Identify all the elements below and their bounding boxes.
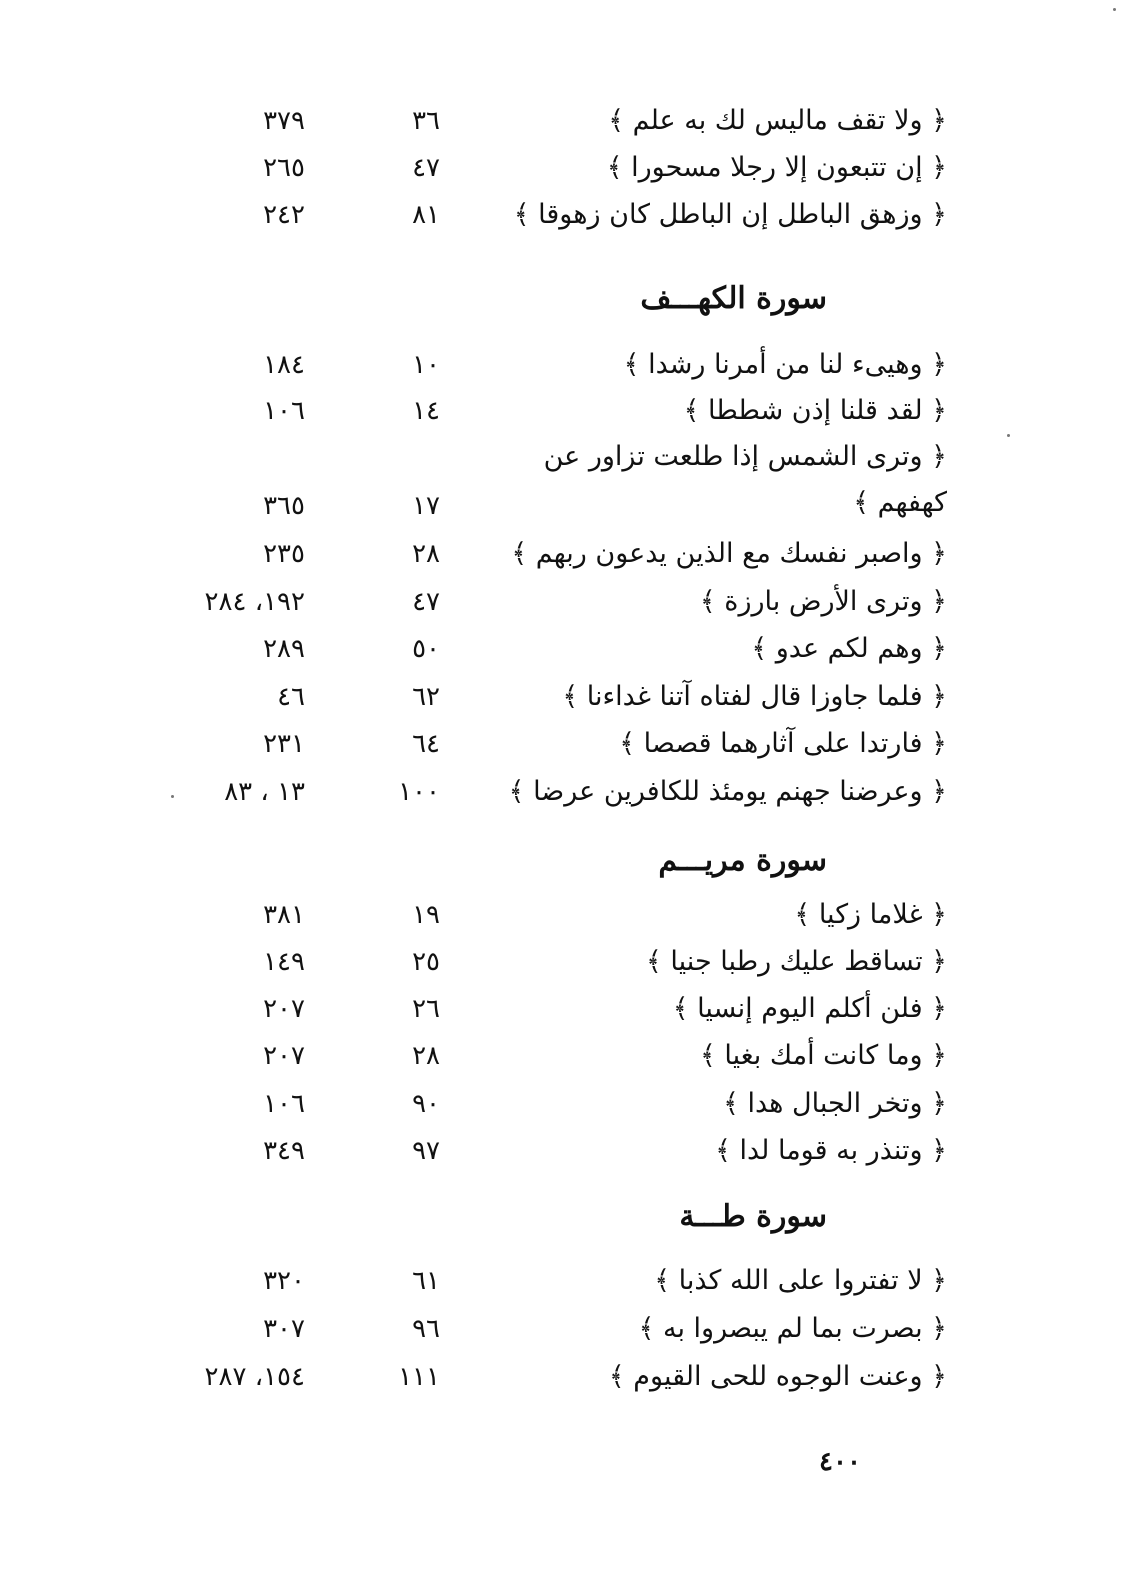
page-references: ٣٦٥ xyxy=(263,491,305,521)
verse-text: ﴿ وتنذر به قوما لدا ﴾ xyxy=(715,1135,947,1166)
index-row xyxy=(0,387,1139,435)
page-references: ٣٠٧ xyxy=(263,1314,305,1344)
ayah-number: ٤٧ xyxy=(412,153,440,183)
verse-text: ﴿ وهيىء لنا من أمرنا رشدا ﴾ xyxy=(623,349,947,380)
ayah-number: ٢٨ xyxy=(412,1041,440,1071)
index-row xyxy=(0,1353,1139,1401)
ayah-number: ١٤ xyxy=(412,396,440,426)
index-row xyxy=(0,1127,1139,1175)
verse-text: ﴿ وعرضنا جهنم يومئذ للكافرين عرضا ﴾ xyxy=(508,776,947,807)
index-row xyxy=(0,1032,1139,1080)
page-references: ٢٣٥ xyxy=(263,539,305,569)
index-row xyxy=(0,768,1139,816)
index-row xyxy=(0,625,1139,673)
page-references: ٢٠٧ xyxy=(263,994,305,1024)
page-references: ١٩٢، ٢٨٤ xyxy=(204,587,305,617)
verse-text: ﴿ فارتدا على آثارهما قصصا ﴾ xyxy=(619,728,947,759)
ayah-number: ٦١ xyxy=(412,1266,440,1296)
index-row xyxy=(0,434,1139,530)
page-references: ٣٨١ xyxy=(263,900,305,930)
scan-speck xyxy=(1007,434,1010,437)
page-number: ٤٠٠ xyxy=(819,1447,861,1477)
index-row xyxy=(0,1257,1139,1305)
scan-speck xyxy=(1113,8,1116,11)
page-references: ١٠٦ xyxy=(263,1089,305,1119)
verse-text: ﴿ وزهق الباطل إن الباطل كان زهوقا ﴾ xyxy=(513,199,947,230)
ayah-number: ٢٨ xyxy=(412,539,440,569)
surah-title: سورة مريـــم xyxy=(658,843,827,878)
verse-text: ﴿ لا تفتروا على الله كذبا ﴾ xyxy=(654,1265,947,1296)
ayah-number: ٥٠ xyxy=(412,634,440,664)
verse-text: ﴿ وعنت الوجوه للحى القيوم ﴾ xyxy=(608,1361,947,1392)
verse-text: ﴿ وتخر الجبال هدا ﴾ xyxy=(723,1088,947,1119)
page-references: ١٨٤ xyxy=(263,350,305,380)
verse-text: ﴿ غلاما زكيا ﴾ xyxy=(794,899,947,930)
ayah-number: ٣٦ xyxy=(412,106,440,136)
verse-text: ﴿ وترى الشمس إذا طلعت تزاور عن كهفهم ﴾ xyxy=(543,441,947,518)
index-row xyxy=(0,191,1139,239)
index-row xyxy=(0,144,1139,192)
page-references: ٢٤٢ xyxy=(263,200,305,230)
page-references: ٤٦ xyxy=(277,682,305,712)
index-row xyxy=(0,891,1139,939)
ayah-number: ٩٠ xyxy=(412,1089,440,1119)
page-references: ٣٢٠ xyxy=(263,1266,305,1296)
index-row xyxy=(0,530,1139,578)
ayah-number: ١٧ xyxy=(412,491,440,521)
verse-text: ﴿ وما كانت أمك بغيا ﴾ xyxy=(699,1040,947,1071)
index-row xyxy=(0,1080,1139,1128)
ayah-number: ١٩ xyxy=(412,900,440,930)
index-row xyxy=(0,341,1139,389)
verse-text: ﴿ فلما جاوزا قال لفتاه آتنا غداءنا ﴾ xyxy=(562,681,947,712)
verse-text: ﴿ إن تتبعون إلا رجلا مسحورا ﴾ xyxy=(606,152,947,183)
index-row xyxy=(0,97,1139,145)
index-row xyxy=(0,1305,1139,1353)
surah-title: سورة الكهـــف xyxy=(640,281,827,316)
page-references: ١٤٩ xyxy=(263,947,305,977)
verse-text: ﴿ واصبر نفسك مع الذين يدعون ربهم ﴾ xyxy=(511,538,947,569)
page-references: ٣٤٩ xyxy=(263,1136,305,1166)
verse-text: ﴿ ولا تقف ماليس لك به علم ﴾ xyxy=(608,105,947,136)
ayah-number: ١٠ xyxy=(412,350,440,380)
index-row xyxy=(0,578,1139,626)
ayah-number: ١١١ xyxy=(398,1362,440,1392)
verse-text: ﴿ وهم لكم عدو ﴾ xyxy=(751,633,947,664)
page-references: ١٠٦ xyxy=(263,396,305,426)
page-references: ٢٣١ xyxy=(263,729,305,759)
ayah-number: ٢٥ xyxy=(412,947,440,977)
ayah-number: ٢٦ xyxy=(412,994,440,1024)
page-references: ٢٠٧ xyxy=(263,1041,305,1071)
ayah-number: ٩٦ xyxy=(412,1314,440,1344)
ayah-number: ٤٧ xyxy=(412,587,440,617)
ayah-number: ٩٧ xyxy=(412,1136,440,1166)
ayah-number: ٦٢ xyxy=(412,682,440,712)
page-references: ٢٨٩ xyxy=(263,634,305,664)
page-references: ٢٦٥ xyxy=(263,153,305,183)
index-row xyxy=(0,720,1139,768)
ayah-number: ١٠٠ xyxy=(398,777,440,807)
ayah-number: ٨١ xyxy=(412,200,440,230)
verse-text: ﴿ فلن أكلم اليوم إنسيا ﴾ xyxy=(672,993,947,1024)
scan-speck xyxy=(171,795,174,798)
index-row xyxy=(0,673,1139,721)
surah-title: سورة طـــة xyxy=(679,1199,827,1234)
verse-text: ﴿ لقد قلنا إذن شططا ﴾ xyxy=(683,395,947,426)
verse-text: ﴿ بصرت بما لم يبصروا به ﴾ xyxy=(638,1313,947,1344)
page-references: ٣٧٩ xyxy=(263,106,305,136)
verse-text: ﴿ تساقط عليك رطبا جنيا ﴾ xyxy=(646,946,947,977)
page-references: ١٣ ، ٨٣ xyxy=(224,777,305,807)
page-references: ١٥٤، ٢٨٧ xyxy=(204,1362,305,1392)
ayah-number: ٦٤ xyxy=(412,729,440,759)
index-row xyxy=(0,985,1139,1033)
index-row xyxy=(0,938,1139,986)
verse-text: ﴿ وترى الأرض بارزة ﴾ xyxy=(699,586,947,617)
